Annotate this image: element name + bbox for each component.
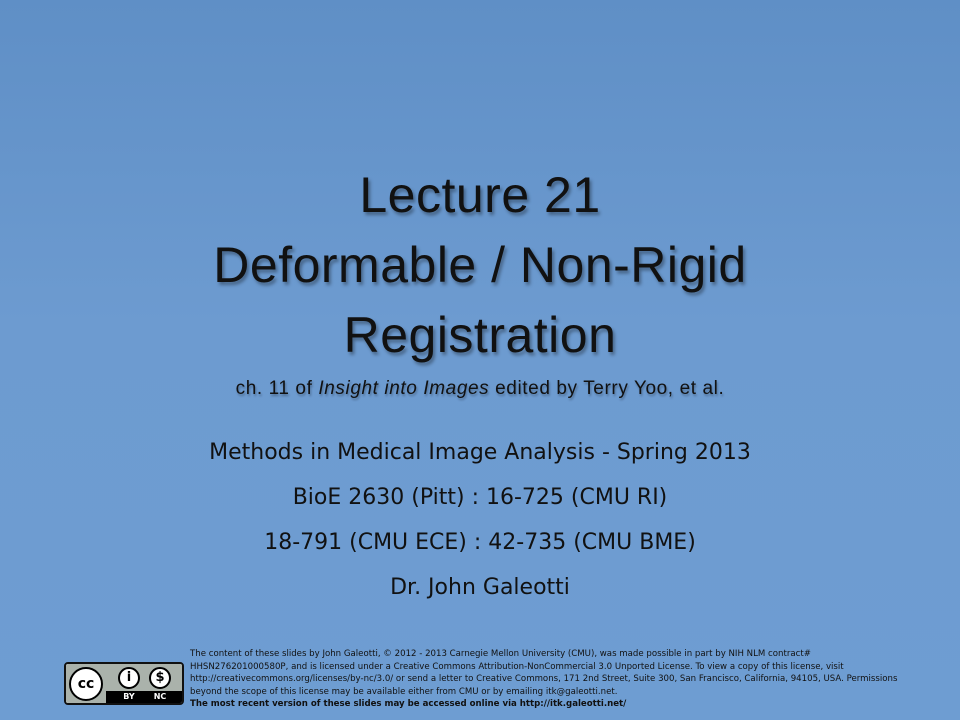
course-numbers-pitt-ri: BioE 2630 (Pitt) : 16-725 (CMU RI): [292, 485, 668, 510]
slide-subtitle: [0, 378, 960, 400]
nc-label: NC: [153, 692, 167, 701]
instructor-name: Dr. John Galeotti: [390, 575, 570, 600]
title-line-1: Lecture 21: [359, 167, 601, 223]
course-info: [0, 430, 960, 610]
license-notice: [190, 648, 910, 711]
course-name: Methods in Medical Image Analysis - Spring 2013: [209, 440, 751, 465]
recent-version-note: The most recent version of these slides may be accessed online via http://itk.galeotti.net/: [190, 699, 627, 710]
attribution-icon: i: [118, 667, 140, 689]
title-line-2: Deformable / Non-Rigid: [213, 237, 747, 293]
slide-title: [0, 160, 960, 370]
subtitle-suffix: edited by Terry Yoo, et al.: [489, 378, 725, 399]
title-line-3: Registration: [343, 307, 617, 363]
cc-icon: cc: [69, 667, 103, 701]
course-numbers-ece-bme: 18-791 (CMU ECE) : 42-735 (CMU BME): [264, 530, 696, 555]
license-body: The content of these slides by John Galeotti, © 2012 - 2013 Carnegie Mellon University (CMU), was made possible in part by NIH NLM contract# HHSN276201000580P, and is licensed under a Creative Commons Attribution-NonCommercial 3.0 Unported License. To view a copy of this license, visit http://creativecommons.org/licenses/by-nc/3.0/ or send a letter to Creative Commons, 171 2nd Street, Suite 300, San Francisco, California, 94105, USA. Permissions beyond the scope of this license may be available either from CMU or by emailing itk@galeotti.net.: [190, 649, 898, 697]
by-label: BY: [123, 692, 135, 701]
subtitle-prefix: ch. 11 of: [235, 378, 319, 399]
noncommercial-icon: $: [149, 667, 171, 689]
book-title: Insight into Images: [318, 378, 490, 399]
cc-by-nc-badge: [64, 662, 184, 705]
